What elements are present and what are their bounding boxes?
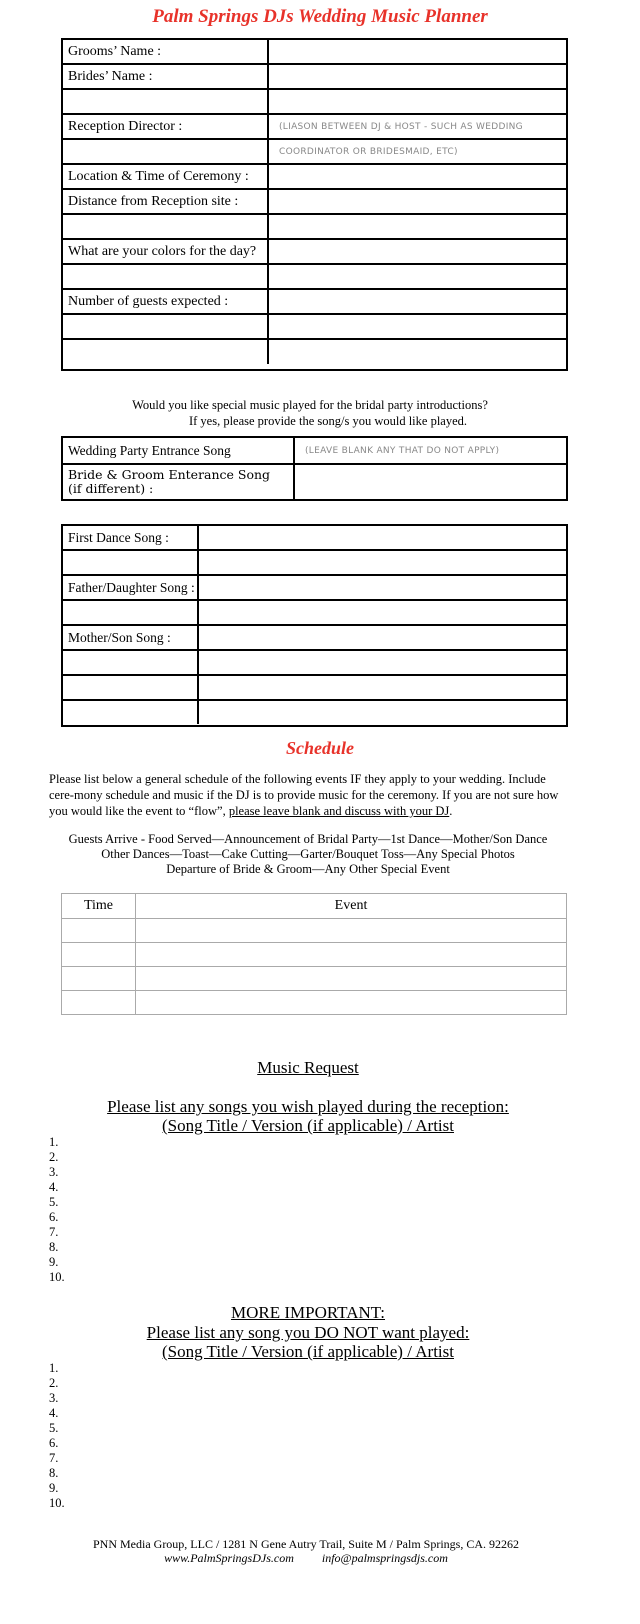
events-line3: Departure of Bride & Groom—Any Other Special Event: [166, 862, 450, 876]
dance-row: [63, 626, 566, 651]
dance-label: [63, 676, 199, 699]
dance-label: [63, 701, 199, 724]
info-row: [63, 40, 566, 65]
info-field[interactable]: [269, 240, 566, 263]
event-list: [0, 832, 616, 877]
do-not-play-line1: Please list any song you DO NOT want played:: [146, 1323, 470, 1342]
time-field[interactable]: [62, 943, 136, 966]
music-request-line2: (Song Title / Version (if applicable) / Artist: [162, 1116, 454, 1135]
bride-groom-label-line2: (if different) :: [68, 481, 154, 496]
info-label: [63, 340, 269, 364]
dance-song-field[interactable]: [199, 601, 566, 624]
discuss-with-dj-text: please leave blank and discuss with your DJ: [228, 804, 450, 818]
footer-email[interactable]: info@palmspringsdjs.com: [321, 1551, 448, 1565]
list-item[interactable]: 2.: [49, 1150, 59, 1164]
footer-address: PNN Media Group, LLC / 1281 N Gene Autry Trail, Suite M / Palm Springs, CA. 92262: [92, 1537, 519, 1551]
info-label: What are your colors for the day?: [63, 240, 269, 263]
info-label: Grooms’ Name :: [63, 40, 269, 63]
info-label: Location & Time of Ceremony :: [63, 165, 269, 188]
info-row: [63, 290, 566, 315]
event-column-header: Event: [334, 898, 368, 913]
info-row: [63, 315, 566, 340]
info-field[interactable]: [269, 140, 566, 163]
info-label: [63, 140, 269, 163]
schedule-row: [62, 942, 566, 966]
do-not-play-line2: (Song Title / Version (if applicable) / Artist: [162, 1342, 454, 1361]
dance-label: [63, 651, 199, 674]
info-row: [63, 65, 566, 90]
entrance-song-table: [61, 436, 568, 501]
dance-row: [63, 601, 566, 626]
bridal-party-question: [0, 397, 620, 429]
dance-row: [63, 701, 566, 724]
schedule-title: Schedule: [285, 738, 354, 758]
dance-song-field[interactable]: [199, 576, 566, 599]
footer-contact: [0, 1551, 612, 1566]
couple-info-table: [61, 38, 568, 371]
bride-groom-entrance-field[interactable]: [295, 465, 566, 499]
schedule-table: [61, 893, 567, 1015]
info-field[interactable]: [269, 265, 566, 288]
info-field[interactable]: [269, 190, 566, 213]
info-field[interactable]: [269, 115, 566, 138]
info-field[interactable]: [269, 165, 566, 188]
info-label: Brides’ Name :: [63, 65, 269, 88]
list-item[interactable]: 6.: [49, 1210, 59, 1224]
bride-groom-entrance-label: [63, 465, 295, 499]
info-field[interactable]: [269, 315, 566, 338]
entrance-song-label: Wedding Party Entrance Song: [63, 438, 295, 463]
entrance-song-field[interactable]: [295, 438, 566, 463]
info-field[interactable]: [269, 340, 566, 364]
list-item[interactable]: 6.: [49, 1436, 59, 1450]
list-item[interactable]: 9.: [49, 1481, 59, 1495]
schedule-header-row: [62, 894, 566, 918]
dance-row: [63, 576, 566, 601]
dance-row: [63, 651, 566, 676]
info-label: [63, 315, 269, 338]
info-label: [63, 265, 269, 288]
list-item[interactable]: 3.: [49, 1165, 59, 1179]
info-row: [63, 190, 566, 215]
dance-row: [63, 526, 566, 551]
event-field[interactable]: [136, 967, 566, 990]
info-row: [63, 115, 566, 140]
events-line2: Other Dances—Toast—Cake Cutting—Garter/Bouquet Toss—Any Special Photos: [101, 847, 515, 861]
info-field[interactable]: [269, 90, 566, 113]
dance-row: [63, 551, 566, 576]
bride-groom-label-line1: Bride & Groom Enterance Song: [68, 467, 271, 482]
schedule-row: [62, 918, 566, 942]
list-item[interactable]: 1.: [49, 1135, 59, 1149]
list-item[interactable]: 8.: [49, 1466, 59, 1480]
dance-label: First Dance Song :: [63, 526, 199, 549]
info-label: Number of guests expected :: [63, 290, 269, 313]
schedule-instructions: [49, 771, 571, 819]
list-item[interactable]: 4.: [49, 1180, 59, 1194]
list-item[interactable]: 7.: [49, 1225, 59, 1239]
page-title: Palm Springs DJs Wedding Music Planner: [152, 6, 488, 27]
list-item[interactable]: 5.: [49, 1421, 59, 1435]
requested-songs-list: [49, 1135, 65, 1285]
info-label: [63, 90, 269, 113]
bridal-question-line1: Would you like special music played for the bridal party introductions?: [132, 398, 488, 412]
schedule-para-text: Please list below a general schedule of the following events IF they apply to your wedding. Include cere-mony schedule and music if the DJ is to provide music for the ceremony. If you are not sure how you would like the event to “flow”,: [49, 772, 559, 818]
time-field[interactable]: [62, 991, 136, 1014]
do-not-play-list: [49, 1361, 65, 1511]
schedule-para-end: .: [449, 804, 453, 818]
dance-song-field[interactable]: [199, 651, 566, 674]
info-row: [63, 340, 566, 364]
event-field[interactable]: [136, 919, 566, 942]
music-request-line1: Please list any songs you wish played during the reception:: [107, 1097, 509, 1116]
time-field[interactable]: [62, 967, 136, 990]
music-request-title: Music Request: [257, 1058, 359, 1077]
bridal-question-line2: If yes, please provide the song/s you would like played.: [188, 414, 468, 428]
schedule-row: [62, 990, 566, 1014]
list-item[interactable]: 3.: [49, 1391, 59, 1405]
footer-website[interactable]: www.PalmSpringsDJs.com: [164, 1551, 294, 1565]
list-item[interactable]: 8.: [49, 1240, 59, 1254]
list-item[interactable]: 4.: [49, 1406, 59, 1420]
leave-blank-hint: (LEAVE BLANK ANY THAT DO NOT APPLY): [305, 445, 500, 456]
info-field[interactable]: [269, 40, 566, 63]
list-item[interactable]: 7.: [49, 1451, 59, 1465]
dance-row: [63, 676, 566, 701]
events-line1: Guests Arrive - Food Served—Announcement of Bridal Party—1st Dance—Mother/Son Dance: [68, 832, 548, 846]
field-hint: COORDINATOR OR BRIDESMAID, ETC): [279, 146, 458, 157]
dance-song-field[interactable]: [199, 626, 566, 649]
dance-label: [63, 601, 199, 624]
info-field[interactable]: [269, 65, 566, 88]
dance-label: Father/Daughter Song :: [63, 576, 199, 599]
time-column-header: Time: [62, 894, 136, 918]
list-item[interactable]: 2.: [49, 1376, 59, 1390]
dance-song-field[interactable]: [199, 676, 566, 699]
dance-label: Mother/Son Song :: [63, 626, 199, 649]
time-field[interactable]: [62, 919, 136, 942]
dance-label: [63, 551, 199, 574]
event-field[interactable]: [136, 943, 566, 966]
info-row: [63, 90, 566, 115]
list-item[interactable]: 1.: [49, 1361, 59, 1375]
list-item[interactable]: 5.: [49, 1195, 59, 1209]
dance-song-field[interactable]: [199, 526, 566, 549]
info-row: [63, 240, 566, 265]
schedule-row: [62, 966, 566, 990]
info-row: [63, 215, 566, 240]
dance-songs-table: [61, 524, 568, 727]
info-label: [63, 215, 269, 238]
info-row: [63, 165, 566, 190]
list-item[interactable]: 10.: [49, 1270, 65, 1284]
info-label: Reception Director :: [63, 115, 269, 138]
more-important-title: MORE IMPORTANT:: [230, 1303, 386, 1322]
list-item[interactable]: 10.: [49, 1496, 65, 1510]
info-field[interactable]: [269, 290, 566, 313]
dance-song-field[interactable]: [199, 701, 566, 724]
dance-song-field[interactable]: [199, 551, 566, 574]
list-item[interactable]: 9.: [49, 1255, 59, 1269]
info-row: [63, 140, 566, 165]
info-label: Distance from Reception site :: [63, 190, 269, 213]
info-row: [63, 265, 566, 290]
event-field[interactable]: [136, 991, 566, 1014]
info-field[interactable]: [269, 215, 566, 238]
field-hint: (LIASON BETWEEN DJ & HOST - SUCH AS WEDDING: [279, 121, 523, 132]
